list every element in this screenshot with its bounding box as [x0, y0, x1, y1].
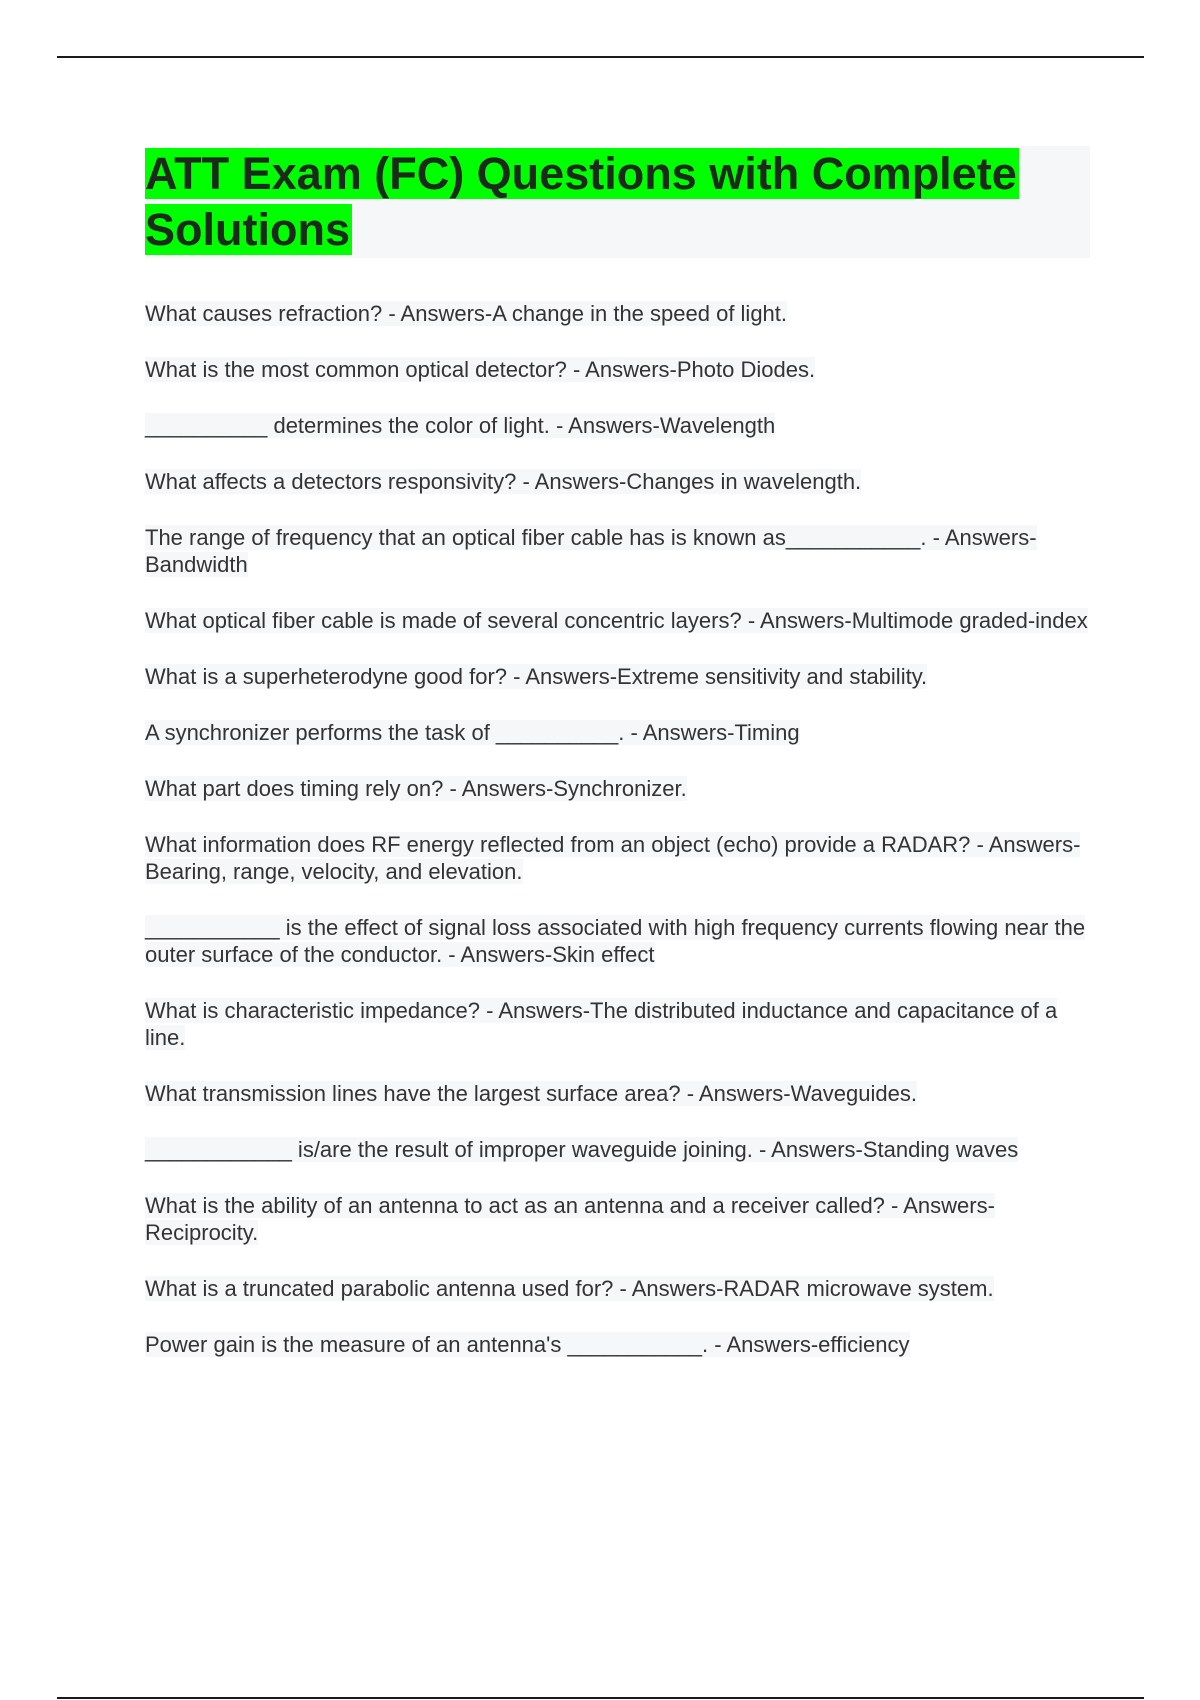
qa-text: A synchronizer performs the task of __________. - Answers-Timing: [145, 720, 800, 745]
list-item: [145, 524, 1090, 578]
qa-text: The range of frequency that an optical fiber cable has is known as___________. - Answers-Bandwidth: [145, 525, 1037, 577]
qa-text: What is characteristic impedance? - Answers-The distributed inductance and capacitance of a line.: [145, 998, 1058, 1050]
qa-text: What part does timing rely on? - Answers-Synchronizer.: [145, 776, 687, 801]
list-item: [145, 1192, 1090, 1246]
list-item: [145, 1331, 1090, 1358]
list-item: [145, 997, 1090, 1051]
list-item: [145, 607, 1090, 634]
list-item: [145, 775, 1090, 802]
list-item: [145, 1275, 1090, 1302]
qa-text: __________ determines the color of light. - Answers-Wavelength: [145, 413, 776, 438]
qa-text: What is the most common optical detector? - Answers-Photo Diodes.: [145, 357, 816, 382]
qa-text: What optical fiber cable is made of several concentric layers? - Answers-Multimode graded-index: [145, 608, 1088, 633]
list-item: [145, 663, 1090, 690]
qa-text: What information does RF energy reflected from an object (echo) provide a RADAR? - Answers-Bearing, range, velocity, and elevation.: [145, 832, 1081, 884]
qa-list: [145, 300, 1090, 1387]
qa-text: ____________ is/are the result of improper waveguide joining. - Answers-Standing waves: [145, 1137, 1019, 1162]
qa-text: What causes refraction? - Answers-A change in the speed of light.: [145, 301, 788, 326]
list-item: [145, 412, 1090, 439]
list-item: [145, 719, 1090, 746]
list-item: [145, 914, 1090, 968]
list-item: [145, 1136, 1090, 1163]
bottom-rule: [57, 1697, 1144, 1699]
qa-text: What is a truncated parabolic antenna used for? - Answers-RADAR microwave system.: [145, 1276, 994, 1301]
title-block: [145, 146, 1090, 258]
page-title: [145, 146, 1090, 258]
list-item: [145, 468, 1090, 495]
qa-text: ___________ is the effect of signal loss associated with high frequency currents flowing near the outer surface of the conductor. - Answers-Skin effect: [145, 915, 1086, 967]
top-rule: [57, 56, 1144, 58]
qa-text: What affects a detectors responsivity? - Answers-Changes in wavelength.: [145, 469, 862, 494]
qa-text: What is a superheterodyne good for? - Answers-Extreme sensitivity and stability.: [145, 664, 928, 689]
qa-text: What is the ability of an antenna to act as an antenna and a receiver called? - Answers-Reciprocity.: [145, 1193, 995, 1245]
page-title-text: ATT Exam (FC) Questions with Complete Solutions: [145, 148, 1017, 255]
qa-text: Power gain is the measure of an antenna's ___________. - Answers-efficiency: [145, 1332, 910, 1357]
list-item: [145, 1080, 1090, 1107]
list-item: [145, 356, 1090, 383]
qa-text: What transmission lines have the largest surface area? - Answers-Waveguides.: [145, 1081, 917, 1106]
list-item: [145, 831, 1090, 885]
list-item: [145, 300, 1090, 327]
